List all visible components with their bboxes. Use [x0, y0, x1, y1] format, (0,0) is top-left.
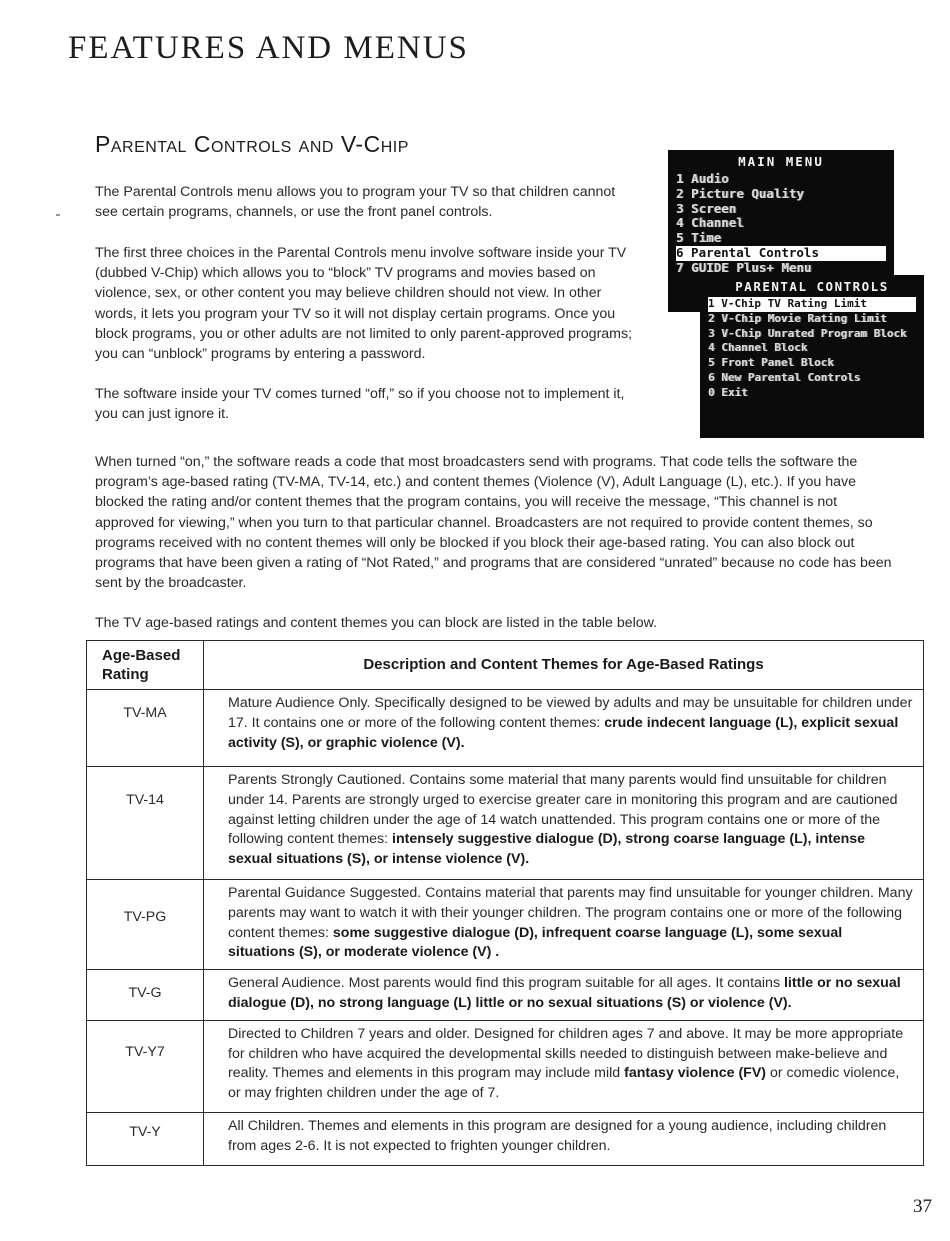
description-text: Directed to Children 7 years and older. Designed for children ages 7 and above. It may be more appropriate for children who have acquired the developmental skills needed to distinguish between make-believe and reality. Themes and elements in this program may include mild	[228, 1025, 904, 1082]
content-themes: little or no sexual dialogue (D), no strong language (L) little or no sexual situations (S) or violence (V).	[228, 975, 901, 1011]
software-off-paragraph: The software inside your TV comes turned “off,” so if you choose not to implement it, you can just ignore it.	[95, 386, 625, 423]
description-cell	[204, 1112, 924, 1165]
description-text: Parents Strongly Cautioned. Contains some material that many parents would find unsuitable for children under 14. Parents are strongly urged to exercise greater care in monitoring this program and are cautioned against letting children under the age of 14 watch unattended. This program contains one or more of the following content themes:	[228, 772, 898, 848]
main-menu-item-selected: 6 Parental Controls	[676, 246, 886, 261]
parental-menu-title: PARENTAL CONTROLS	[735, 279, 889, 294]
page-title: FEATURES AND MENUS	[68, 30, 469, 66]
parental-menu-item: 0 Exit	[708, 385, 748, 399]
main-menu-list	[668, 172, 894, 276]
table-row	[87, 690, 924, 767]
broadcast-code-paragraph: When turned “on,” the software reads a code that most broadcasters send with programs. That code tells the software the program’s age-based rating (TV-MA, TV-14, etc.) and content themes (Violence (V), Adult Language (L), etc.). If you have blocked the rating and/or content themes that the program contains, you will receive the message, “This channel is not approved for viewing,” when you turn to that particular channel. Broadcasters are not required to provide content themes, so programs received with no content themes will only be blocked if you block their age-based rating. You can also block out programs that have been given a rating of “Not Rated,” and programs that are considered “unrated” because no code has been sent by the broadcaster.	[95, 454, 892, 592]
parental-menu-item: 5 Front Panel Block	[708, 356, 834, 370]
content-themes: intensely suggestive dialogue (D), strong coarse language (L), intense sexual situations (S), or intense violence (V).	[228, 831, 866, 868]
main-menu-item: 5 Time	[676, 231, 722, 246]
description-column-header: Description and Content Themes for Age-Based Ratings	[204, 641, 924, 690]
description-text: Mature Audience Only. Specifically designed to be viewed by adults and may be unsuitable for children under 17. It contains one or more of the following content themes:	[228, 695, 913, 731]
vchip-paragraph: The first three choices in the Parental Controls menu involve software inside your TV (dubbed V-Chip) which allows you to “block” TV programs and movies based on violence, sex, or other content you may believe children should not view. In other words, it lets you program your TV so it will not display certain programs. Once you block programs, you or other adults are not limited to only parent-approved programs; you can “unblock” programs by entering a password.	[95, 245, 633, 363]
description-cell	[204, 970, 924, 1021]
parental-menu-item: 2 V-Chip Movie Rating Limit	[708, 311, 887, 325]
description-cell	[204, 690, 924, 767]
main-menu-item: 4 Channel	[676, 216, 744, 231]
left-margin-mark	[56, 214, 60, 216]
description-cell	[204, 1020, 924, 1112]
parental-menu-item: 3 V-Chip Unrated Program Block	[708, 326, 907, 340]
description-cell	[204, 767, 924, 880]
parental-menu-list	[700, 297, 924, 401]
parental-menu-item: 6 New Parental Controls	[708, 370, 861, 384]
rating-cell: TV-MA	[87, 690, 204, 767]
description-tail: or comedic violence, or may frighten children under the age of 7.	[228, 1065, 900, 1102]
description-text: Parental Guidance Suggested. Contains material that parents may find unsuitable for younger children. Many parents may want to watch it with their younger children. The program contains one or more of the following content themes:	[228, 885, 913, 941]
parental-controls-menu-screenshot	[700, 275, 924, 438]
parental-menu-item-selected: 1 V-Chip TV Rating Limit	[708, 297, 916, 312]
description-text: General Audience. Most parents would find this program suitable for all ages. It contains	[228, 975, 784, 992]
page-number: 37	[913, 1196, 932, 1217]
main-menu-title: MAIN MENU	[738, 154, 824, 169]
rating-cell: TV-14	[87, 767, 204, 880]
table-row	[87, 1020, 924, 1112]
section-title: Parental Controls and V-Chip	[95, 131, 409, 157]
rating-cell: TV-Y	[87, 1112, 204, 1165]
table-row	[87, 970, 924, 1021]
content-themes: some suggestive dialogue (D), infrequent coarse language (L), some sexual situations (S), or moderate violence (V) .	[228, 924, 843, 961]
table-row	[87, 1112, 924, 1165]
main-menu-item: 3 Screen	[676, 201, 737, 216]
content-themes: fantasy violence (FV)	[624, 1065, 767, 1082]
main-menu-item: 7 GUIDE Plus+ Menu	[676, 260, 812, 275]
rating-cell: TV-G	[87, 970, 204, 1021]
table-intro-paragraph: The TV age-based ratings and content themes you can block are listed in the table below.	[95, 615, 658, 631]
rating-cell: TV-PG	[87, 880, 204, 970]
description-cell	[204, 880, 924, 970]
parental-menu-item: 4 Channel Block	[708, 341, 808, 355]
rating-cell: TV-Y7	[87, 1020, 204, 1112]
intro-paragraph: The Parental Controls menu allows you to program your TV so that children cannot see certain programs, channels, or use the front panel controls.	[95, 184, 616, 221]
main-menu-item: 1 Audio	[676, 172, 729, 186]
main-menu-item: 2 Picture Quality	[676, 186, 804, 201]
description-text: All Children. Themes and elements in this program are designed for a young audience, including children from ages 2-6. It is not expected to frighten younger children.	[228, 1117, 887, 1154]
table-row	[87, 767, 924, 880]
ratings-table	[86, 640, 924, 1166]
content-themes: crude indecent language (L), explicit sexual activity (S), or graphic violence (V).	[228, 714, 899, 751]
table-row	[87, 880, 924, 970]
rating-column-header: Age-Based Rating	[87, 641, 204, 690]
table-header-row	[87, 641, 924, 690]
